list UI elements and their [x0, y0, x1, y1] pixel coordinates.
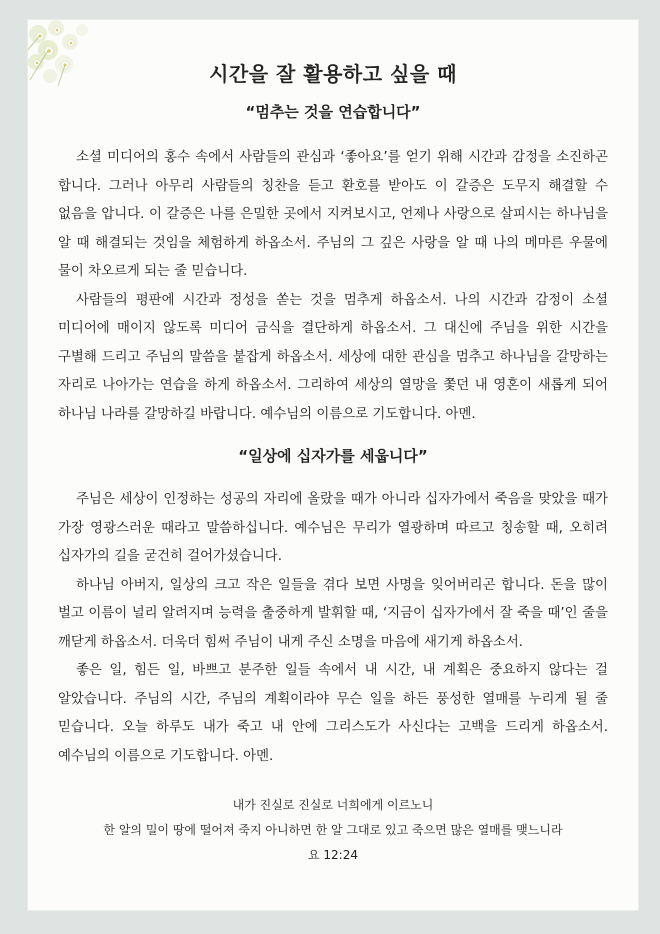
paragraph: 주님은 세상이 인정하는 성공의 자리에 올랐을 때가 아니라 십자가에서 죽음을 맞았을 때가 가장 영광스러운 때라고 말씀하십니다. 예수님은 무리가 열광하며 따르고 칭송할 때, 오히려 십자가의 길을 굳건히 걸어가셨습니다. [58, 492, 608, 564]
document-page [28, 20, 638, 910]
document-content [58, 20, 608, 868]
section-heading: “멈추는 것을 연습합니다” [245, 103, 421, 121]
bible-verse [58, 793, 608, 868]
paragraph: 사람들의 평판에 시간과 정성을 쏟는 것을 멈추게 하옵소서. 나의 시간과 감정이 소셜 미디어에 매이지 않도록 미디어 금식을 결단하게 하옵소서. 그 대신에 주님을 위한 시간을 구별해 드리고 주님의 말씀을 붙잡게 하옵소서. 세상에 대한 관심을 멈추고 하나님을 갈망하는 자리로 나아가는 연습을 하게 하옵소서. 그리하여 세상의 열망을 쫓던 내 영혼이 새롭게 되어 하나님 나라를 갈망하길 바랍니다. 예수님의 이름으로 기도합니다. 아멘. [58, 292, 608, 422]
verse-reference: 요 12:24 [308, 848, 358, 862]
paragraph: 좋은 일, 힘든 일, 바쁘고 분주한 일들 속에서 내 시간, 내 계획은 중요하지 않다는 걸 알았습니다. 주님의 시간, 주님의 계획이라야 무슨 일을 하든 풍성한 열매를 누리게 될 줄 믿습니다. 오늘 하루도 내가 죽고 내 안에 그리스도가 사신다는 고백을 드리게 하옵소서. 예수님의 이름으로 기도합니다. 아멘. [58, 663, 608, 764]
section-body [58, 486, 608, 771]
document-title: 시간을 잘 활용하고 싶을 때 [209, 62, 457, 86]
section-body [58, 144, 608, 429]
verse-line: 한 알의 밀이 땅에 떨어져 죽지 아니하면 한 알 그대로 있고 죽으면 많은 열매를 맺느니라 [103, 823, 563, 837]
verse-line: 내가 진실로 진실로 너희에게 이르노니 [232, 798, 434, 812]
section-heading: “일상에 십자가를 세웁니다” [238, 447, 428, 465]
paragraph: 소셜 미디어의 홍수 속에서 사람들의 관심과 ‘좋아요’를 얻기 위해 시간과 감정을 소진하곤 합니다. 그러나 아무리 사람들의 칭찬을 듣고 환호를 받아도 이 갈증은 도무지 해결할 수 없음을 압니다. 이 갈증은 나를 은밀한 곳에서 지켜보시고, 언제나 사랑으로 살피시는 하나님을 알 때 해결되는 것임을 체험하게 하옵소서. 주님의 그 깊은 사랑을 알 때 나의 메마른 우물에 물이 차오르게 되는 줄 믿습니다. [58, 150, 608, 279]
paragraph: 하나님 아버지, 일상의 크고 작은 일들을 겪다 보면 사명을 잊어버리곤 합니다. 돈을 많이 벌고 이름이 널리 알려지며 능력을 출중하게 발휘할 때, ‘지금이 십자가에서 잘 죽을 때’인 줄을 깨닫게 하옵소서. 더욱더 힘써 주님이 내게 주신 소명을 마음에 새기게 하옵소서. [58, 577, 608, 650]
